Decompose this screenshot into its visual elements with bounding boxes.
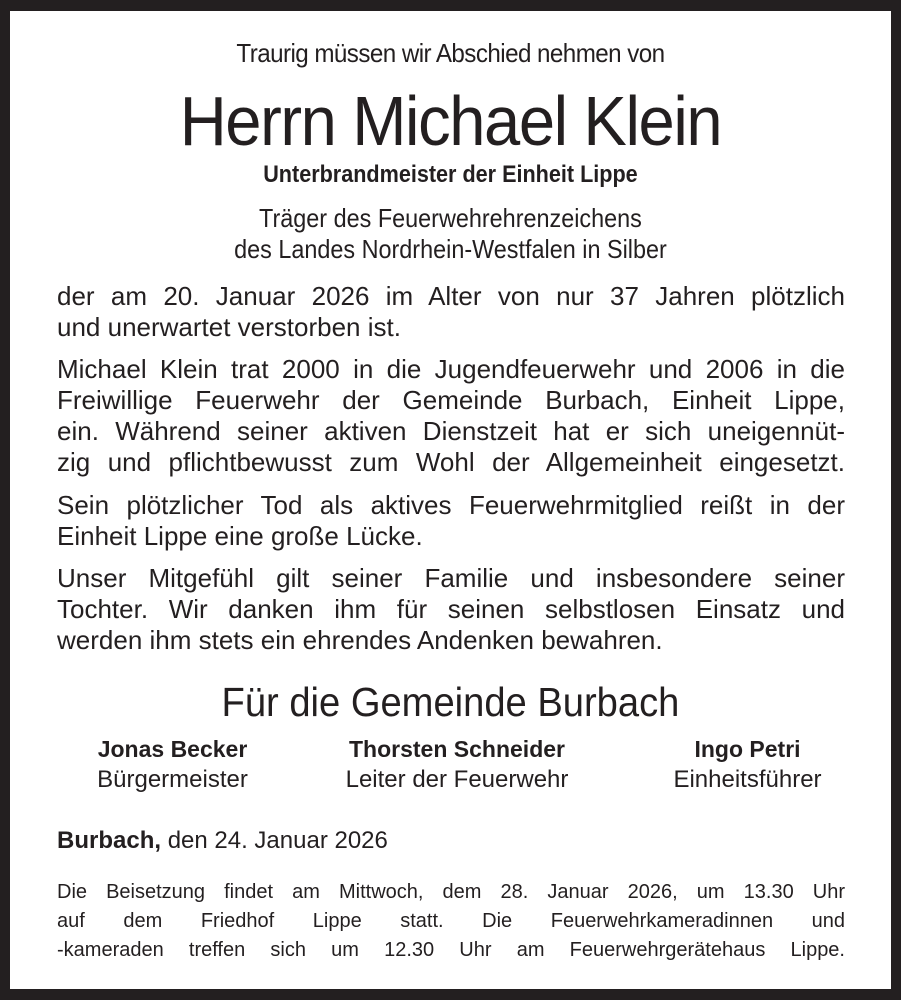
paragraph-line: der am 20. Januar 2026 im Alter von nur 37 Jahren plötzlich: [57, 281, 845, 311]
signoff-heading: Für die Gemeinde Burbach: [221, 679, 680, 725]
paragraph-line: und unerwartet verstorben ist.: [57, 312, 401, 342]
paragraph-line: Einheit Lippe eine große Lücke.: [57, 521, 423, 551]
signatory-unit-leader: [640, 734, 855, 795]
dateline-date: den 24. Januar 2026: [167, 827, 388, 854]
signatory-name: Jonas Becker: [97, 736, 248, 762]
deceased-name: Herrn Michael Klein: [179, 82, 722, 160]
signatory-fire-chief: [312, 734, 602, 795]
signatory-mayor: [60, 734, 285, 795]
paragraph-loss: [57, 490, 845, 552]
signatory-role: Einheitsführer: [673, 766, 822, 793]
intro-line: Traurig müssen wir Abschied nehmen von: [236, 38, 665, 68]
paragraph-line: zig und pflichtbewusst zum Wohl der Allgemeinheit eingesetzt.: [57, 447, 845, 477]
paragraph-line: Freiwillige Feuerwehr der Gemeinde Burbach, Einheit Lippe,: [57, 385, 845, 415]
paragraph-line: Tochter. Wir danken ihm für seinen selbstlosen Einsatz und: [57, 594, 845, 624]
paragraph-line: Sein plötzlicher Tod als aktives Feuerwehrmitglied reißt in der: [57, 490, 845, 520]
signatory-name: Ingo Petri: [694, 736, 801, 762]
funeral-line: auf dem Friedhof Lippe statt. Die Feuerwehrkameradinnen und: [57, 910, 845, 932]
award-line-2: des Landes Nordrhein-Westfalen in Silber: [234, 234, 667, 264]
funeral-info: [57, 878, 845, 965]
funeral-line: Die Beisetzung findet am Mittwoch, dem 28. Januar 2026, um 13.30 Uhr: [57, 881, 845, 903]
dateline: [57, 827, 388, 855]
dateline-place: Burbach,: [57, 827, 162, 854]
paragraph-death-notice: [57, 281, 845, 343]
paragraph-line: ein. Während seiner aktiven Dienstzeit hat er sich uneigennüt-: [57, 416, 845, 446]
deceased-rank: Unterbrandmeister der Einheit Lippe: [263, 161, 638, 188]
signatory-name: Thorsten Schneider: [349, 736, 565, 762]
paragraph-line: werden ihm stets ein ehrendes Andenken bewahren.: [57, 625, 663, 655]
paragraph-condolences: [57, 563, 845, 656]
paragraph-line: Unser Mitgefühl gilt seiner Familie und insbesondere seiner: [57, 563, 845, 593]
signatory-role: Bürgermeister: [97, 766, 248, 793]
paragraph-line: Michael Klein trat 2000 in die Jugendfeuerwehr und 2006 in die: [57, 354, 845, 384]
funeral-line: -kameraden treffen sich um 12.30 Uhr am Feuerwehrgerätehaus Lippe.: [57, 939, 845, 961]
signatory-role: Leiter der Feuerwehr: [345, 766, 569, 793]
paragraph-biography: [57, 354, 845, 478]
award-line-1: Träger des Feuerwehrehrenzeichens: [259, 203, 642, 233]
